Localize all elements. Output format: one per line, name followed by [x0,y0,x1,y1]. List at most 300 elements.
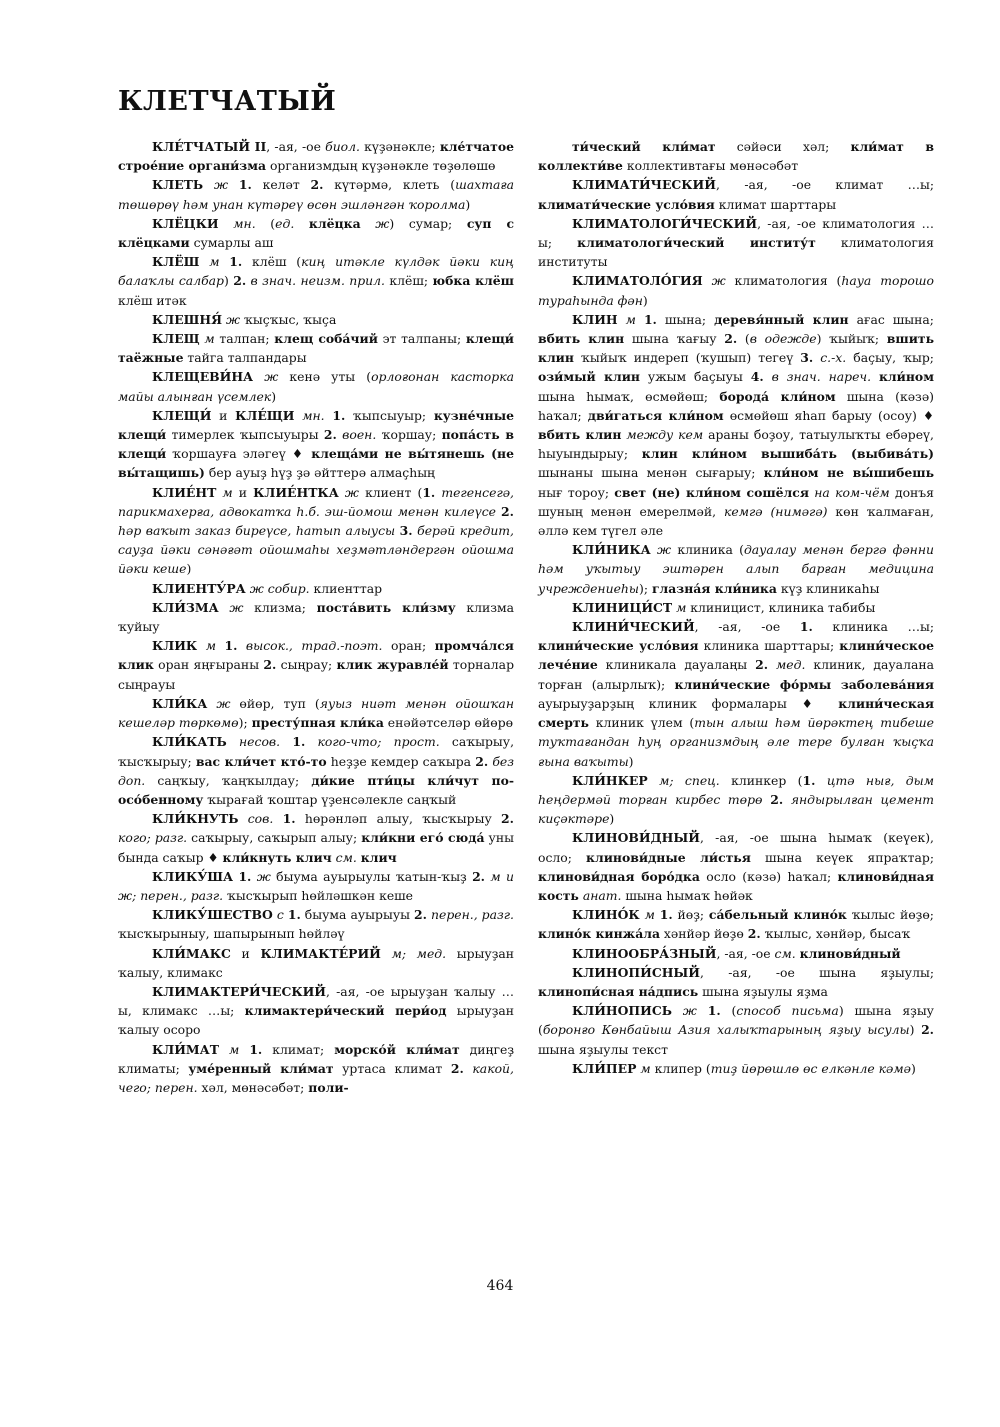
entry-italic-label: кого-что; прост. [317,734,440,750]
entry-text: ( [255,215,276,231]
entry-text: ҡыҫҡыс, ҡыҫа [240,311,337,327]
entry-text: климат шарттары [714,196,837,212]
entry-bold-text: 2. [450,1060,464,1076]
dictionary-entry [538,137,934,175]
entry-bold-text: 3. [399,523,413,539]
entry-italic-label: ж [344,484,359,500]
entry-bold-text: 3. [800,350,814,366]
dictionary-entry [538,598,934,617]
entry-text: ҡыйыҡ индереп (ҡушып) тегеү [573,350,801,366]
entry-bold-text: КЛИЕ́НТКА [253,484,339,500]
entry-italic-label: с.-х. [820,350,847,366]
entry-italic-label: см. [774,945,796,961]
entry-bold-text: клинопи́сная на́дпись [538,983,699,999]
entry-bold-text: КЛЕТЬ [152,177,204,193]
entry-text [219,600,230,615]
entry-text: клиникала дауалаңы [597,657,756,673]
entry-text: клиент ( [358,484,423,500]
entry-bold-text: 1. [287,907,301,923]
entry-text [815,773,826,788]
entry-bold-text: 2. [921,1022,934,1038]
dictionary-entry [538,214,934,272]
entry-bold-text: КЛИ́ПЕР [572,1060,637,1076]
entry-bold-text: КЛИ́МАТ [152,1041,219,1057]
entry-text: кенә уты ( [278,369,372,385]
entry-text: ) шына яҙыу ( [538,1003,934,1038]
entry-text: ҡылыс йөҙө; [846,907,934,923]
entry-text: саңҡыу, ҡаңҡылдау; [145,772,312,788]
entry-italic-label: дауалау менән бергә фәнни һәм уҡытыу эштәрен алып барған медицина учреждениеһы [538,542,934,596]
entry-bold-text: престу́пная кли́ка [251,715,384,731]
entry-text [273,811,282,826]
entry-text [228,177,239,192]
entry-bold-text: вбить клин [538,331,625,347]
entry-text [227,734,239,749]
dictionary-entry [118,867,514,905]
entry-text: торналар сыңрауы [118,657,514,692]
dictionary-entry [538,828,934,905]
entry-bold-text: вас кли́чет кто́-то [195,753,327,769]
entry-text: араны боҙоу, татыулыҡты ебәреү, һыуындырыу; [538,427,934,462]
entry-italic-label: м [625,311,636,327]
entry-text [703,273,712,288]
entry-text: ҡоршау; [376,427,442,443]
entry-italic-label: мн. [233,215,256,231]
entry-bold-text: кли́ном не вы́шибешь [763,465,934,481]
entry-bold-text: клин кли́ном вышиба́ть (выбива́ть) [641,446,934,462]
entry-bold-text: клеща́ми не вы́тянешь (не вы́тащишь) [118,446,514,481]
entry-text: клиник үлем ( [588,715,695,731]
entry-text: күҙәнәкле; [359,139,440,154]
entry-bold-text: клещ соба́чий [274,331,378,347]
entry-bold-text: клик журавле́й [336,657,449,673]
entry-bold-text: попа́сть в клещи́ [118,427,514,462]
entry-text: тимерлек ҡыпсыуыры [166,427,324,443]
entry-text: организмдың күҙәнәкле төҙөлөшө [266,158,496,174]
entry-italic-label: цтә нығ, дым һеңдермәй торған кирбес төрө [538,772,934,807]
entry-italic-label: орлоғонан касторка майы алынған үсемлек [118,369,514,404]
entry-text: быума ауырыулы ҡатын-ҡыҙ [270,868,473,884]
entry-bold-text: клини́ческие фо́рмы заболева́ния [674,676,934,692]
entry-bold-text: 1. [643,311,657,327]
entry-italic-label: м [204,331,215,347]
entry-bold-text: вшить клин [538,331,934,366]
entry-text [294,216,309,231]
entry-text [361,216,376,231]
entry-italic-label: анат. [582,887,622,903]
entry-bold-text: поста́вить кли́зму [316,599,456,615]
entry-italic-label: способ письма [736,1003,839,1019]
entry-bold-text: КЛИНИ́ЧЕСКИЙ [572,619,695,635]
entry-bold-text: 2. [472,868,485,884]
entry-bold-text: вбить клин [538,427,622,443]
entry-text: ) ҡыйыҡ; [816,331,887,347]
entry-bold-text: кли́ном [878,369,934,385]
entry-italic-label: яуыз ниәт менән ойошҡан кешеләр төркөмө [118,695,514,731]
entry-text [783,792,791,807]
entry-text: нығ тороу; [538,484,615,500]
entry-italic-label: ж [656,542,672,558]
entry-text: келәт [251,177,311,193]
entry-bold-text: КЛИНОВИ́ДНЫЙ [572,830,700,846]
entry-text: клинкер ( [719,772,803,788]
entry-text: ) [271,388,277,404]
dictionary-entry [538,540,934,598]
entry-bold-text: КЛИ́НОПИСЬ [572,1003,672,1019]
entry-bold-text: КЛЕ́ЩИ [235,407,295,423]
entry-italic-label: в знач. неизм. прил. [250,273,385,289]
entry-text: ) [911,1060,916,1076]
dictionary-entry [118,636,514,694]
entry-italic-label: ж [229,599,244,615]
dictionary-entry [538,175,934,213]
entry-italic-label: м [229,1041,240,1057]
dictionary-entry [118,310,514,329]
entry-bold-text: КЛЕЩИ́ [152,407,212,423]
entry-bold-text: КЛЕЩЕВИ́НА [152,369,254,385]
entry-bold-text: кли́кнуть клич [222,849,332,865]
entry-text: шына яҙыулы текст [538,1041,668,1057]
entry-text: ҡыпсыуыр; [345,407,434,423]
dictionary-entry [538,905,934,943]
entry-text: ауырыуҙарҙың клиник формалары ♦ [538,695,839,711]
dictionary-entry [118,214,514,252]
entry-bold-text: клещи́ таёжные [118,331,514,366]
entry-text: , -ая, -ое [694,619,800,635]
entry-italic-label: ж [213,177,229,193]
entry-bold-text: климати́ческие усло́вия [538,196,715,212]
entry-bold-text: 2. [414,907,427,923]
entry-text: ҡырағай ҡоштар үҙенсәлекле саңҡый [203,791,457,807]
entry-bold-text: КЛИМАТИ́ЧЕСКИЙ [572,177,716,193]
entry-text [648,773,659,788]
entry-bold-text: 2. [310,177,324,193]
entry-bold-text: 1. [707,1003,721,1019]
entry-italic-label: с [276,907,284,923]
entry-text: шына һымаҡ, өсмөйөш; [538,388,720,404]
dictionary-entry [118,905,514,943]
entry-bold-text: промча́лся клик [118,638,514,673]
entry-text: клиницист, клиника табибы [686,599,876,615]
entry-bold-text: 1. [422,484,436,500]
dictionary-entry [118,252,514,310]
entry-text: клиенттар [309,580,383,596]
entry-italic-label: киң итәкле күлдәк йәки киң балаҡлы салбар [118,254,514,289]
entry-italic-label: ж [375,215,390,231]
entry-italic-label: ж [264,369,279,385]
entry-bold-text: КЛИ́ЗМА [152,599,219,615]
entry-italic-label: в одежде [749,331,817,347]
entry-text: шына ҡағыу [624,331,725,347]
entry-bold-text: юбка клёш [432,273,514,289]
entry-text: клизма ҡуйыу [118,599,514,635]
entry-text: и [211,407,236,423]
entry-bold-text: 1. [229,254,243,270]
entry-text: бер ауыҙ һүҙ ҙә әйттерә алмаҫһың [204,465,435,481]
entry-text: ) [465,196,471,212]
entry-bold-text: 2. [724,331,738,347]
entry-bold-text: КЛИМАТОЛОГИ́ЧЕСКИЙ [572,215,758,231]
entry-bold-text: КЛЁШ [152,254,200,270]
entry-text: , -ая, -ое ырыуҙан ҡалыу …ы, климакс …ы; [118,983,514,1019]
entry-italic-label: без доп. [118,753,514,788]
entry-text: , -ая, -ое климатология …ы; [538,215,934,251]
dictionary-entry [118,137,514,175]
entry-bold-text: 1. [282,811,296,827]
entry-text: саҡырыу, ҡысҡырыу; [118,734,515,769]
entry-italic-label: сов. [247,811,274,827]
entry-text: и [232,484,254,500]
entry-text: өсмөйөш яһап барыу (осоу) ♦ [723,407,935,423]
entry-bold-text: клинови́дные ли́стья [586,849,751,865]
entry-text: быума ауырыуы [300,907,415,923]
dictionary-entry [538,771,934,829]
entry-bold-text: КЛИ́КА [152,695,208,711]
entry-text [636,312,644,327]
entry-text: уртаса климат [333,1060,451,1076]
entry-text: һеҙҙе кемдер саҡыра [326,753,476,769]
entry-bold-text: КЛИ́КАТЬ [152,734,227,750]
entry-italic-label: мн. [302,407,325,423]
entry-text: клиника шарттары; [698,638,840,654]
entry-text [305,734,317,749]
entry-bold-text: клини́ческое лече́ние [538,638,934,673]
entry-text: саҡырыу, саҡырып алыу; [187,830,362,846]
entry-bold-text: 1. [292,734,306,750]
entry-text: климатология институты [538,235,934,270]
entry-italic-label: м и ж; перен., разг. [118,868,514,903]
entry-italic-label: ж [216,695,231,711]
entry-bold-text: КЛИ́НКЕР [572,772,648,788]
entry-text [280,734,292,749]
entry-text [219,1042,229,1057]
running-head: КЛЕТЧАТЫЙ [118,86,337,117]
entry-bold-text: поли- [308,1079,349,1095]
entry-text [219,254,229,269]
entry-text: оран яңғыраны [153,657,264,673]
entry-italic-label: биол. [325,139,360,154]
entry-text: ырыуҙан ҡалыу осоро [118,1003,514,1038]
entry-italic-label: м [640,1060,651,1076]
entry-italic-label: кого; разг. [118,830,188,846]
left-column [118,137,514,1097]
dictionary-entry [118,406,514,483]
entry-bold-text: КЛИ́НИКА [572,542,651,558]
entry-bold-text: деревя́нный клин [714,311,849,327]
entry-text [253,369,264,384]
entry-text: ) [609,811,615,827]
entry-bold-text: кузне́чные клещи́ [118,407,514,443]
entry-text [219,216,234,231]
entry-text: талпан; [214,331,275,347]
entry-text: ( [737,331,750,347]
dictionary-entry [118,329,514,367]
entry-bold-text: клич [360,849,397,865]
entry-text: тайга талпандары [183,350,307,366]
entry-bold-text: 2. [747,926,761,942]
entry-text: шына (кәзә) һаҡал; [538,388,934,423]
entry-bold-text: 2. [475,753,489,769]
entry-bold-text: клёцка [308,215,361,231]
entry-text: хәл, мөнәсәбәт; [197,1079,309,1095]
entry-text: йөҙ; [672,907,709,923]
entry-text: ҡысҡырыныу, шапырынып һөйләү [118,926,345,942]
entry-italic-label: перен., разг. [431,907,514,923]
entry-italic-label: яндырылған цемент киҫәктәре [538,791,935,827]
entry-bold-text: КЛИНИЦИ́СТ [572,599,673,615]
entry-text: диңгеҙ климаты; [118,1041,514,1076]
entry-italic-label: ж [682,1003,697,1019]
entry-bold-text: 2. [501,811,514,827]
entry-text: уны бында саҡыр ♦ [118,830,514,865]
entry-text: күҙ клиникаһы [776,580,880,596]
dictionary-entry [118,367,514,405]
entry-text: клиника …ы; [812,619,934,635]
entry-bold-text: КЛИНОПИ́СНЫЙ [572,964,701,980]
entry-text: сыңрау; [276,657,337,673]
entry-italic-label: һауа торошо тураһында фән [538,273,934,308]
entry-text: ); [638,580,652,596]
entry-italic-label: см. [335,849,357,865]
entry-italic-label: боронғо Көнбайыш Азия халыҡтарының яҙыу ысулы [542,1022,910,1038]
entry-text: ҡысҡырып һөйләшкән кеше [223,887,414,903]
entry-text: шына һымаҡ һөйәк [621,887,753,903]
entry-bold-text: 1. [224,638,238,654]
dictionary-entry [538,963,934,1001]
entry-bold-text: КЛИКУ́ША [152,868,234,884]
entry-bold-text: клино́к кинжа́ла [538,926,660,942]
entry-bold-text: суп с клёцками [118,215,514,251]
entry-bold-text: кле́тчатое строе́ние органи́зма [118,139,514,174]
entry-italic-label: ж собир. [249,580,310,596]
entry-italic-label: высок., трад.-поэт. [245,638,383,654]
dictionary-entry [538,310,934,540]
entry-bold-text: 2. [501,503,514,519]
dictionary-entry [538,617,934,771]
entry-bold-text: КЛИМАКТЕРИ́ЧЕСКИЙ [152,983,327,999]
entry-italic-label: шахтаға төшөрөү һәм унан күтәреү өсөн эшләнгән ҡоролма [118,177,514,212]
entry-bold-text: 2. [755,657,769,673]
entry-bold-text: борода́ кли́ном [719,388,836,404]
entry-text: ужым баҫыуы [639,369,751,385]
entry-text: оран; [382,638,435,654]
entry-text [207,696,216,711]
entry-italic-label: тегенсегә, парикмахерға, адвокатҡа һ.б. эш-йомош менән килеүсе [118,484,514,519]
entry-text: ) [223,273,234,289]
entry-text [697,1003,708,1018]
entry-bold-text: са́бельный клино́к [708,907,847,923]
entry-bold-text: 1. [332,407,346,423]
entry-bold-text: кли́кни его́ сюда́ [361,830,485,846]
entry-bold-text: КЛИ́КНУТЬ [152,811,239,827]
entry-italic-label: кемгә (нимәгә) [723,503,828,519]
entry-text: ағас шына; [848,311,934,327]
entry-bold-text: 1. [238,177,252,193]
page-number: 464 [486,1278,514,1294]
entry-text [672,1003,683,1018]
entry-text: коллективтағы мөнәсәбәт [622,158,799,174]
entry-bold-text: 1. [659,907,673,923]
entry-italic-label: м [222,484,233,500]
entry-italic-label: ж [225,311,241,327]
entry-text: ҡоршауға эләгеү ♦ [166,446,312,462]
entry-text: клиник, дауалана торған (алырлыҡ); [538,657,934,692]
entry-bold-text: климатологи́ческий институ́т [577,235,816,251]
dictionary-entry [538,271,934,309]
entry-italic-label: в знач. нареч. [771,369,872,385]
entry-bold-text: 1. [802,772,816,788]
entry-text: , -ая, -ое шына һымаҡ (кеүек), осло; [538,830,934,865]
entry-bold-text: клинови́дная боро́дка [538,868,700,884]
entry-text: ) [186,561,192,577]
entry-text: климат; [262,1041,335,1057]
entry-bold-text: 2. [770,791,784,807]
entry-italic-label: м [209,254,220,270]
dictionary-entry [118,982,514,1040]
entry-bold-text: КЛИНООБРА́ЗНЫЙ [572,945,717,961]
entry-text: , -ая, -ое [266,139,326,154]
entry-italic-label: һәр ваҡыт заказ биреүсе, һатып алыусы [118,523,396,539]
dictionary-entry [118,579,514,598]
entry-bold-text: КЛИНО́К [572,907,640,923]
entry-text [768,657,776,672]
entry-bold-text: КЛИМАТОЛО́ГИЯ [572,273,703,289]
entry-text: шынаны шына менән сығарыу; [538,465,764,481]
entry-bold-text: 1. [249,1041,263,1057]
entry-text: ); [238,715,252,731]
entry-bold-text: 2. [263,657,277,673]
entry-bold-text: клини́ческие усло́вия [538,638,699,654]
entry-italic-label: какой, чего; перен. [118,1060,514,1095]
entry-italic-label: м [205,638,216,654]
entry-italic-label: воен. [342,427,377,443]
entry-bold-text: морско́й кли́мат [334,1041,460,1057]
entry-bold-text: кли́мат в коллекти́ве [538,139,934,174]
entry-bold-text: ти́ческий кли́мат [572,139,716,154]
dictionary-entry [118,175,514,213]
entry-bold-text: дви́гаться кли́ном [587,407,724,423]
entry-text [618,312,626,327]
entry-text: ( [720,1003,737,1019]
entry-text: ҡылыс, хәнйәр, бысаҡ [760,926,911,942]
dictionary-entry [118,944,514,982]
entry-italic-label: тын алыш һәм йөрәктең тибеше туҡтағандан һуң организмдың әле тере булған ҡыҫҡа ғына ваҡыты [538,715,934,769]
entry-text [197,638,205,653]
entry-bold-text: ози́мый клин [538,369,640,385]
entry-bold-text: клинови́дный [799,945,901,961]
entry-text: хәнйәр йөҙө [659,926,748,942]
entry-bold-text: КЛЕШНЯ́ [152,311,223,327]
entry-text: эт талпаны; [377,331,466,347]
entry-italic-label: мед. [776,657,806,673]
entry-text [237,638,245,653]
entry-bold-text: КЛИК [152,638,198,654]
entry-text: , -ая, -ое [716,945,775,961]
entry-text: донъя шуның менән емерелмәй, [538,484,935,519]
entry-text: ) [642,292,648,308]
entry-bold-text: 2. [323,427,337,443]
entry-bold-text: КЛЕЩ [152,331,200,347]
entry-bold-text: 1. [799,619,813,635]
entry-bold-text: климактери́ческий пери́од [244,1003,447,1019]
entry-bold-text: КЛИЕНТУ́РА [152,580,246,596]
dictionary-entry [118,732,514,809]
entry-text: баҫыу, ҡыр; [846,350,934,366]
entry-bold-text: КЛИН [572,311,618,327]
entry-text: ырыуҙан ҡалыу, климакс [118,945,514,980]
entry-italic-label: м [644,907,655,923]
entry-text: климатология ( [725,273,842,289]
